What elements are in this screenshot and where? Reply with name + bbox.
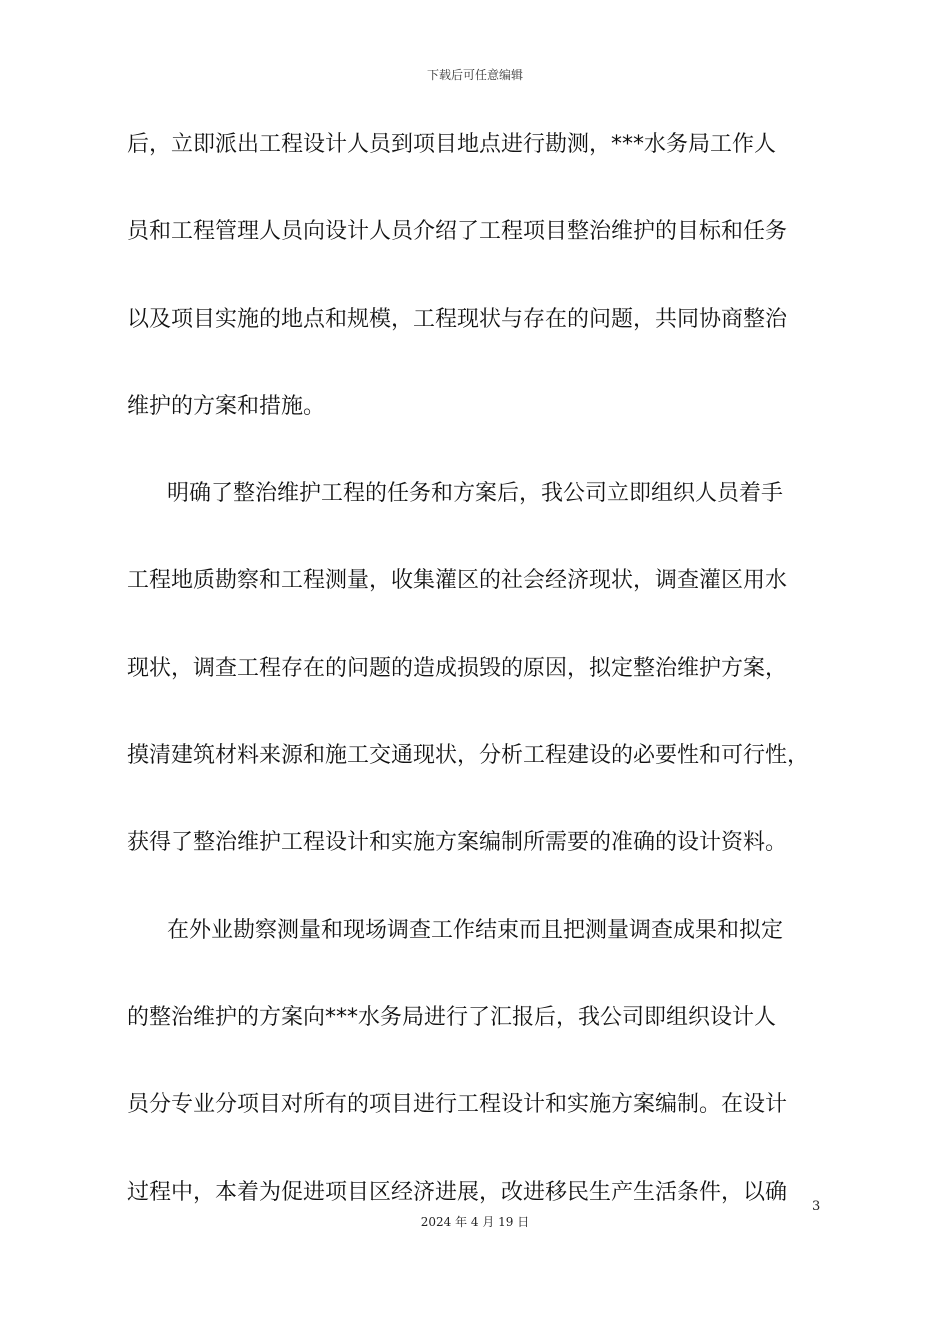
body-line: 员和工程管理人员向设计人员介绍了工程项目整治维护的目标和任务 (127, 219, 788, 245)
page-header: 下载后可任意编辑 (426, 68, 523, 82)
paragraph-first-line: 在外业勘察测量和现场调查工作结束而且把测量调查成果和拟定 (167, 917, 784, 943)
body-line: 维护的方案和措施。 (127, 393, 326, 419)
body-line: 摸清建筑材料来源和施工交通现状，分析工程建设的必要性和可行性， (127, 743, 810, 769)
footer-date: 2024 年 4 月 19 日 (420, 1215, 530, 1229)
body-line: 工程地质勘察和工程测量，收集灌区的社会经济现状，调查灌区用水 (127, 568, 788, 594)
page-number: 3 (812, 1199, 821, 1214)
body-line: 的整治维护的方案向***水务局进行了汇报后，我公司即组织设计人 (127, 1004, 777, 1030)
body-line: 以及项目实施的地点和规模，工程现状与存在的问题，共同协商整治 (127, 306, 788, 332)
paragraph-first-line: 明确了整治维护工程的任务和方案后，我公司立即组织人员着手 (167, 481, 784, 507)
body-line: 后，立即派出工程设计人员到项目地点进行勘测，***水务局工作人 (127, 132, 777, 157)
body-line: 现状，调查工程存在的问题的造成损毁的原因，拟定整治维护方案， (127, 655, 788, 681)
body-line: 过程中，本着为促进项目区经济进展，改进移民生产生活条件，以确 (127, 1179, 788, 1205)
body-line: 员分专业分项目对所有的项目进行工程设计和实施方案编制。在设计 (127, 1092, 788, 1118)
body-line: 获得了整治维护工程设计和实施方案编制所需要的准确的设计资料。 (127, 830, 788, 856)
document-body (127, 124, 827, 1259)
